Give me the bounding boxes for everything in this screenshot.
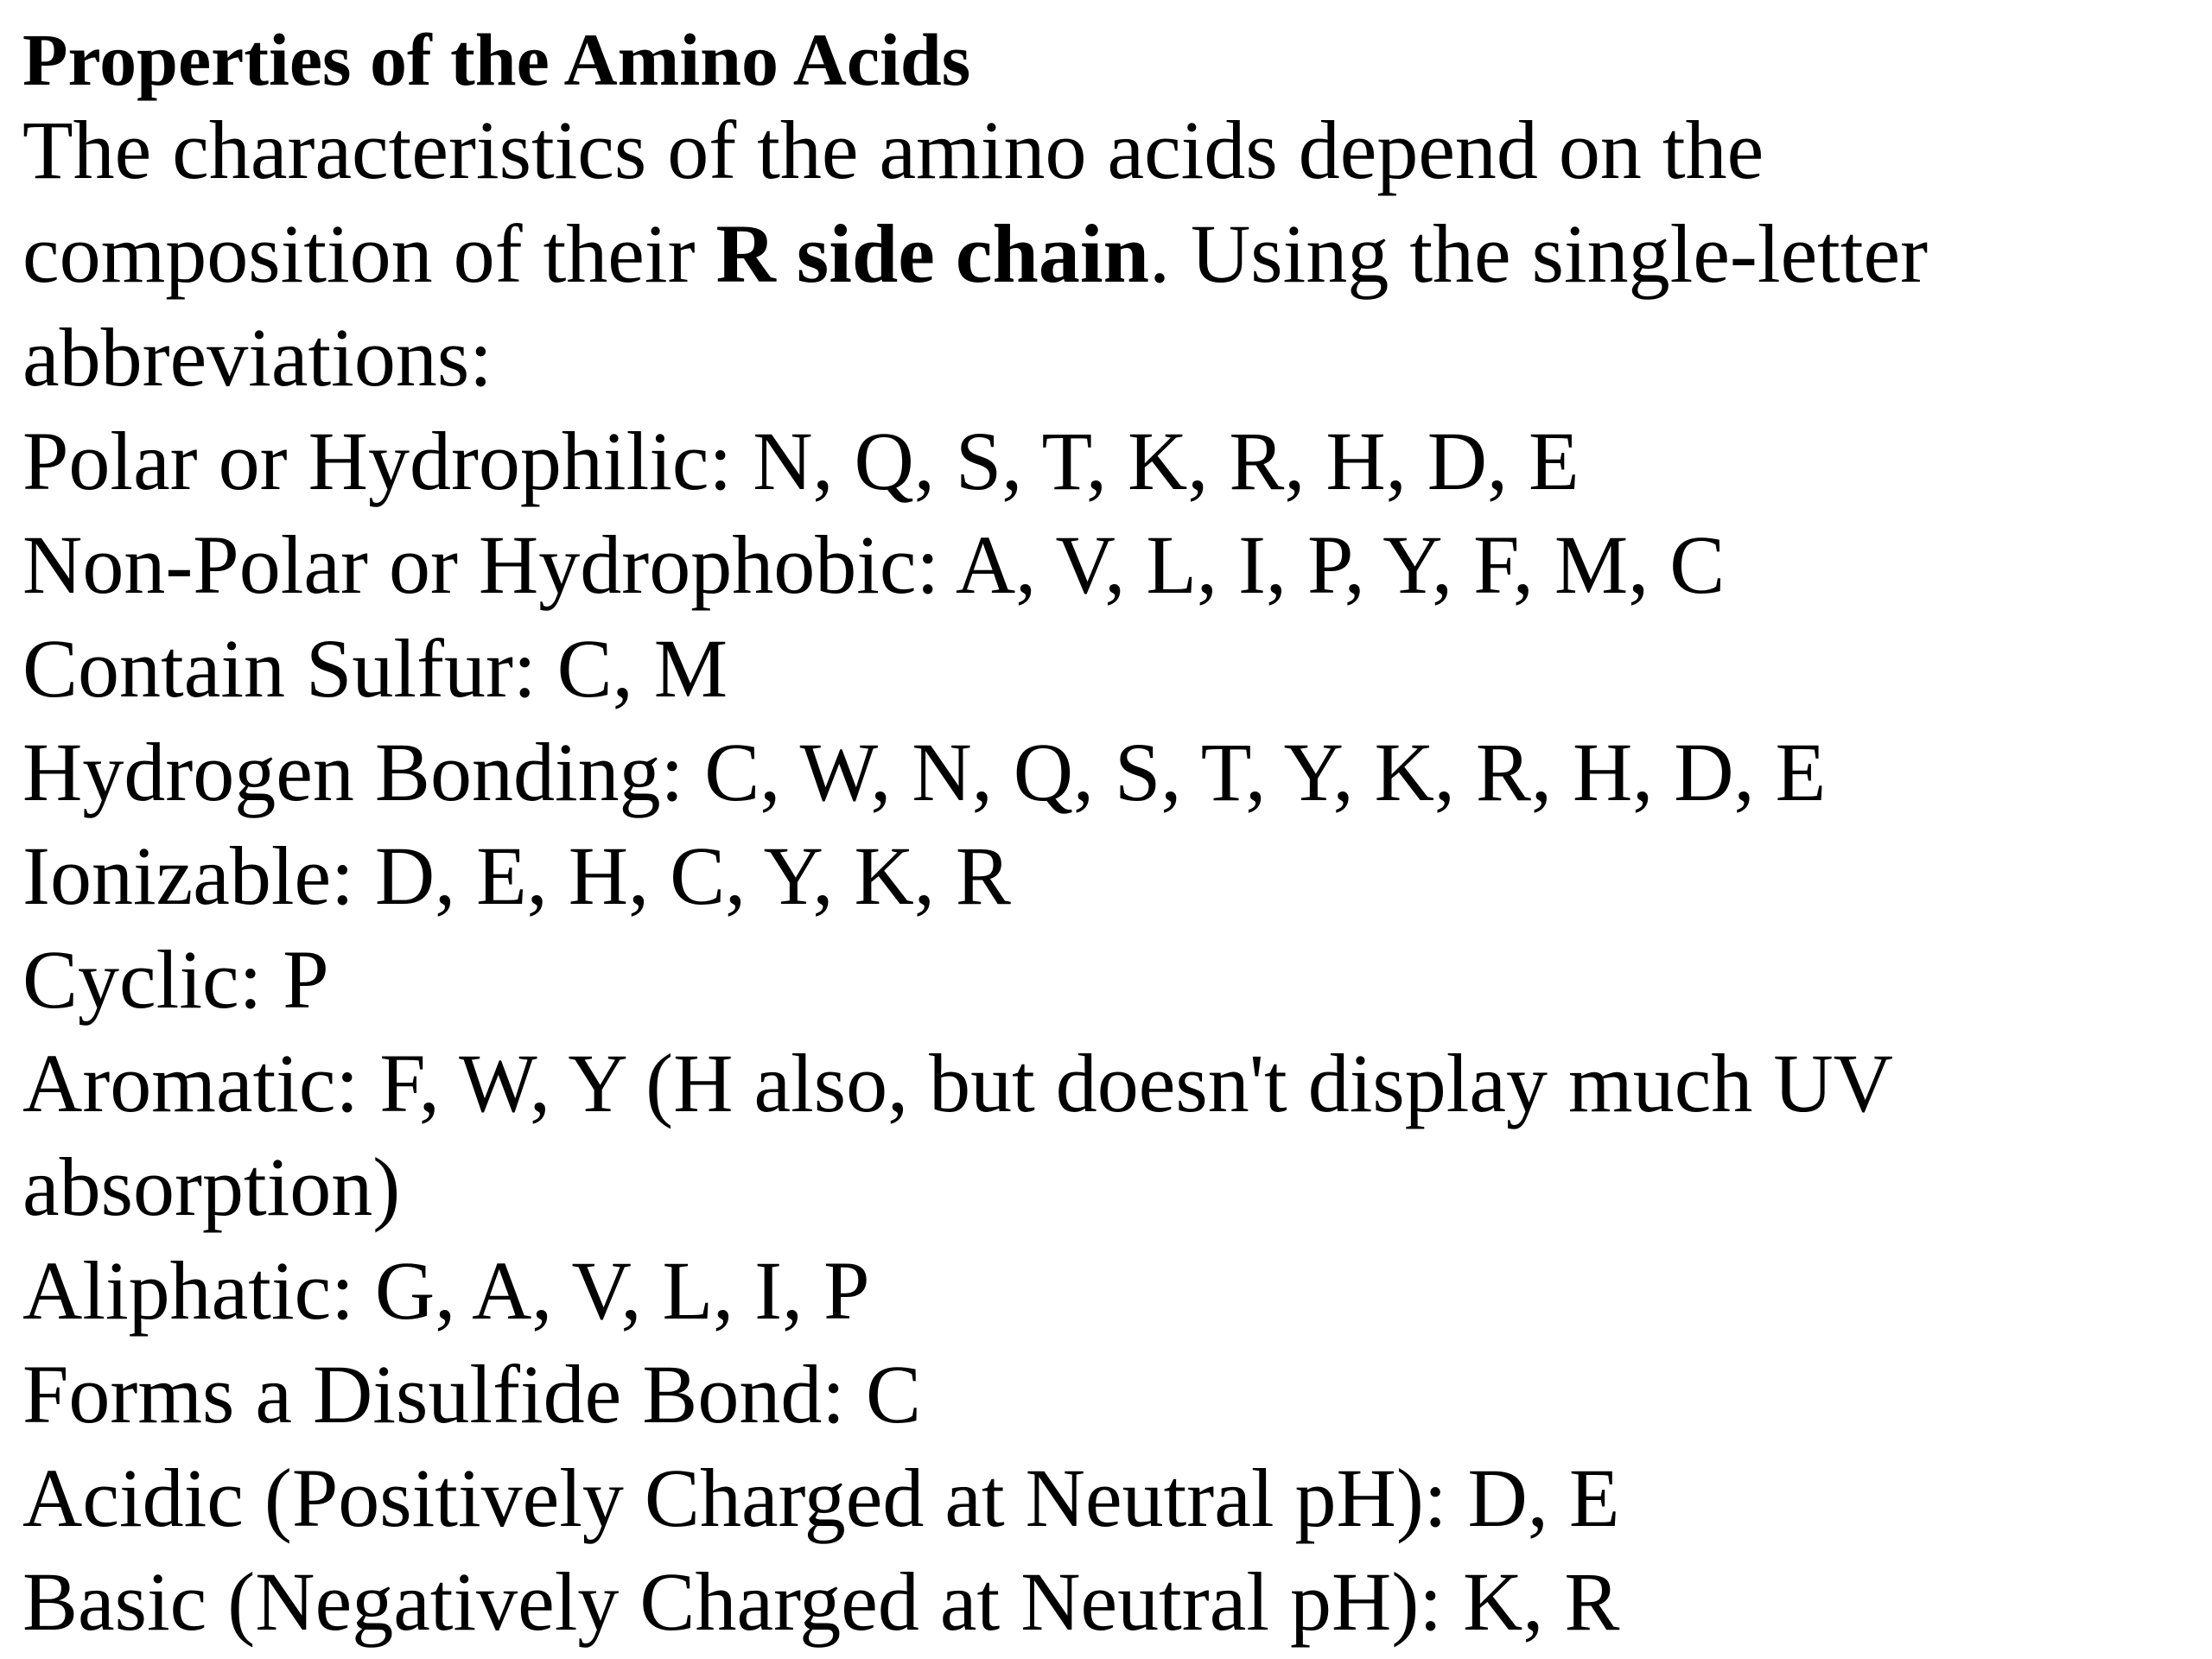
property-hydrogen-bonding: Hydrogen Bonding: C, W, N, Q, S, T, Y, K, R, H, D, E (22, 726, 1827, 818)
document-title: Properties of the Amino Acids (22, 18, 971, 101)
property-basic: Basic (Negatively Charged at Neutral pH): K, R (22, 1555, 1620, 1648)
property-aromatic: Aromatic: F, W, Y (H also, but doesn't display much UV absorption) (22, 1037, 1892, 1233)
intro-bold-term: R side chain (715, 207, 1149, 300)
property-nonpolar: Non-Polar or Hydrophobic: A, V, L, I, P, Y, F, M, C (22, 518, 1726, 611)
property-acidic: Acidic (Positively Charged at Neutral pH): D, E (22, 1452, 1620, 1544)
intro-text-after: . Using the single-letter abbreviations: (22, 207, 1929, 404)
property-disulfide: Forms a Disulfide Bond: C (22, 1348, 922, 1440)
property-ionizable: Ionizable: D, E, H, C, Y, K, R (22, 830, 1011, 922)
intro-text-before: The characteristics of the amino acids depend on the composition of their (22, 104, 1764, 300)
property-aliphatic: Aliphatic: G, A, V, L, I, P (22, 1244, 870, 1337)
property-sulfur: Contain Sulfur: C, M (22, 622, 728, 715)
intro-paragraph (22, 99, 2113, 410)
document (22, 18, 2183, 1654)
property-polar: Polar or Hydrophilic: N, Q, S, T, K, R, H, D, E (22, 415, 1580, 507)
property-cyclic: Cyclic: P (22, 933, 329, 1026)
